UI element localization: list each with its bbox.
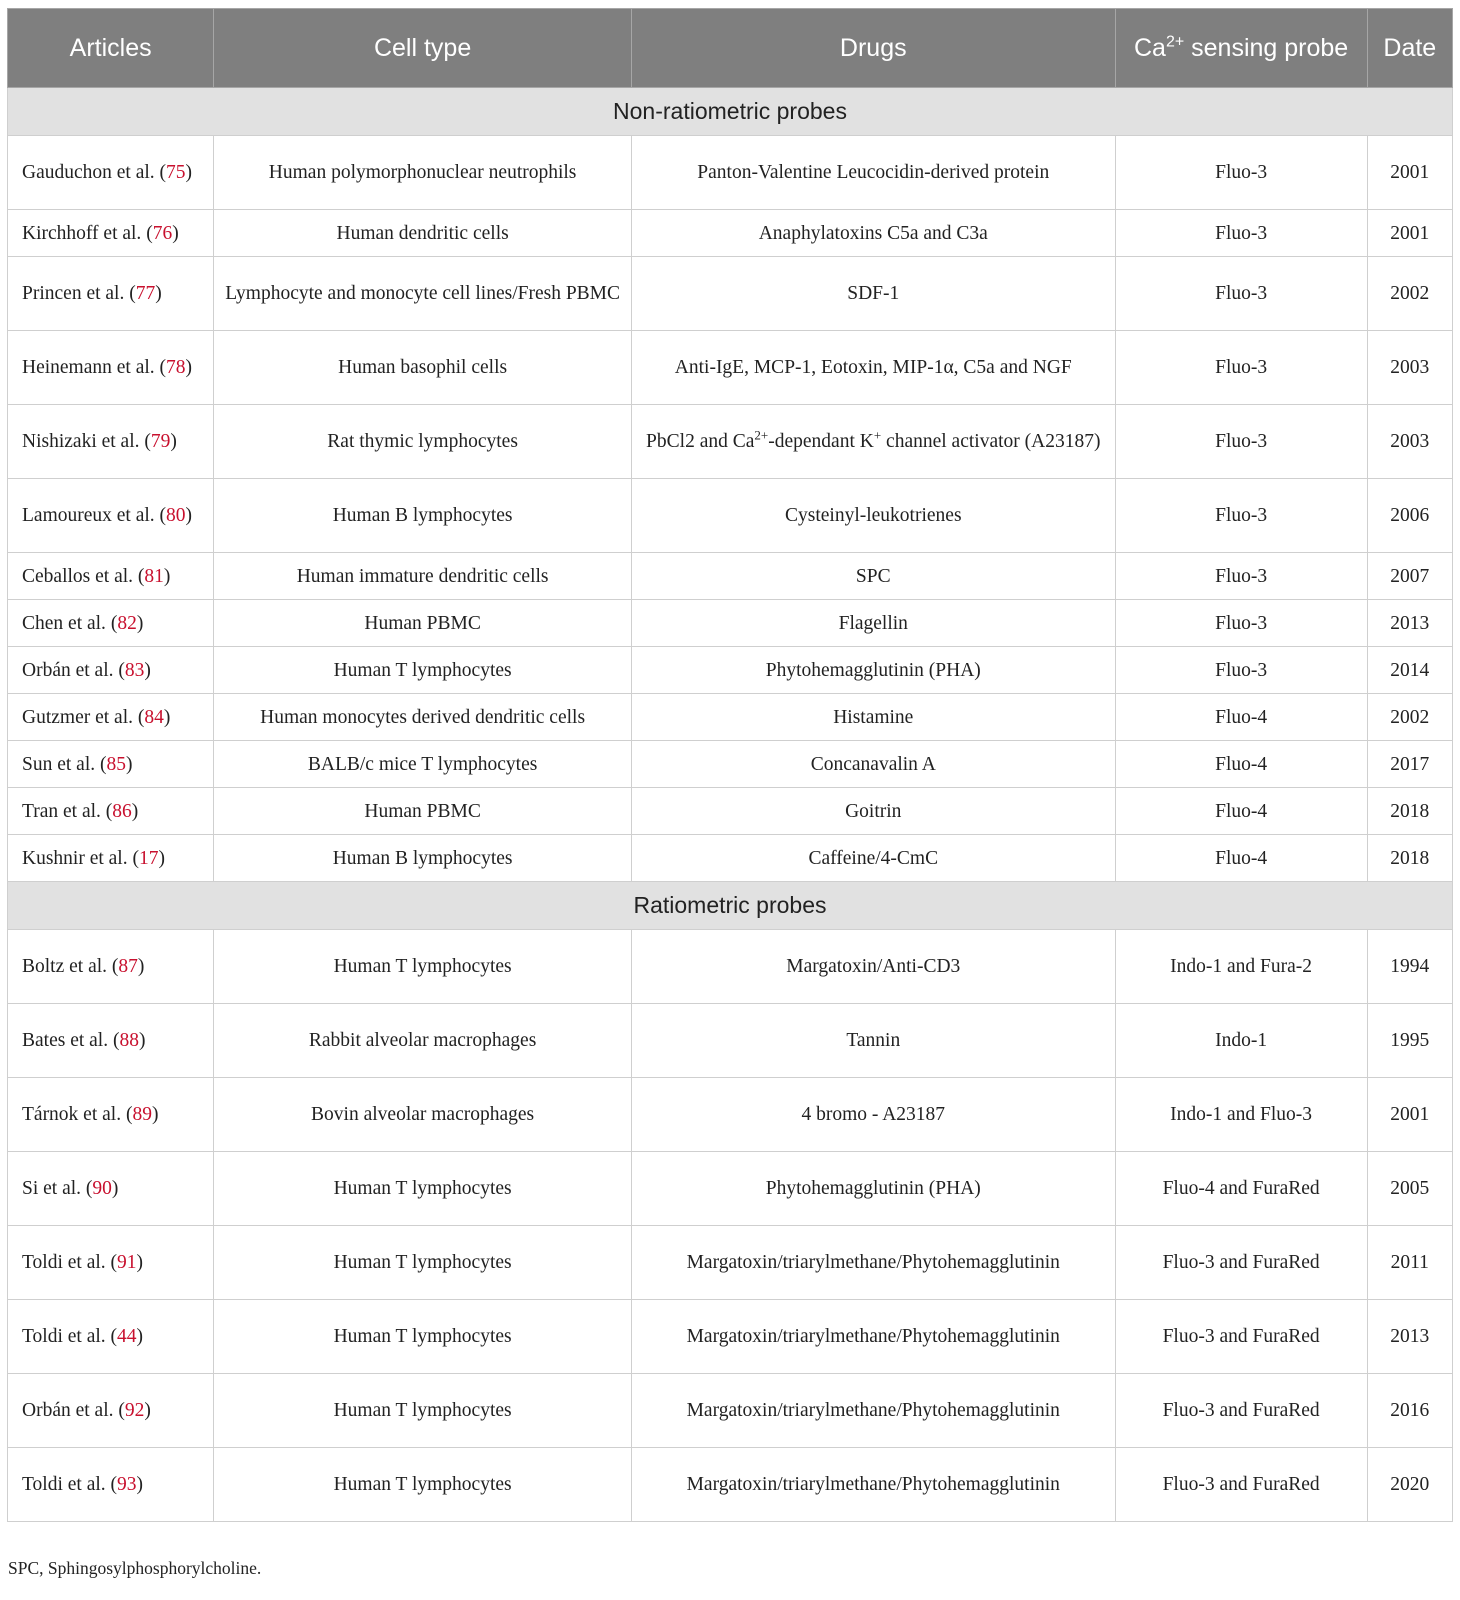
cell-type-cell: Rat thymic lymphocytes: [214, 405, 632, 479]
cell-type-cell: Lymphocyte and monocyte cell lines/Fresh PBMC: [214, 257, 632, 331]
probe-cell: Fluo-3: [1115, 553, 1367, 600]
drugs-cell: Phytohemagglutinin (PHA): [631, 1152, 1115, 1226]
drugs-cell: Phytohemagglutinin (PHA): [631, 647, 1115, 694]
table-row: [8, 1004, 1453, 1078]
table-row: [8, 1300, 1453, 1374]
reference-link[interactable]: 77: [135, 283, 156, 304]
article-author: Sun et al.: [22, 753, 96, 775]
cell-type-cell: Human B lymphocytes: [214, 479, 632, 553]
table-row: [8, 210, 1453, 257]
date-cell: 2003: [1367, 405, 1452, 479]
date-cell: 2018: [1367, 835, 1452, 882]
header-drugs: Drugs: [631, 9, 1115, 88]
reference-link[interactable]: 76: [152, 222, 173, 244]
header-probe-ca: Ca: [1133, 34, 1166, 62]
probe-cell: Fluo-3: [1115, 210, 1367, 257]
drugs-cell: Margatoxin/triarylmethane/Phytohemagglutinin: [631, 1226, 1115, 1300]
probe-cell: Fluo-3 and FuraRed: [1115, 1448, 1367, 1522]
date-cell: 2018: [1367, 788, 1452, 835]
cell-type-cell: Human monocytes derived dendritic cells: [214, 694, 632, 741]
cell-type-cell: Human T lymphocytes: [214, 1152, 632, 1226]
probe-cell: Fluo-3: [1115, 647, 1367, 694]
reference-link[interactable]: 91: [117, 1252, 137, 1273]
article-author: Heinemann et al.: [22, 357, 155, 378]
date-cell: 2005: [1367, 1152, 1452, 1226]
table-row: [8, 1078, 1453, 1152]
reference-link[interactable]: 82: [117, 612, 137, 634]
cell-type-cell: Human immature dendritic cells: [214, 553, 632, 600]
cell-type-cell: Human polymorphonuclear neutrophils: [214, 136, 632, 210]
cell-type-cell: Bovin alveolar macrophages: [214, 1078, 632, 1152]
date-cell: 2011: [1367, 1226, 1452, 1300]
article-author: Princen et al.: [22, 283, 125, 304]
header-probe-rest: sensing probe: [1184, 34, 1349, 62]
reference-link[interactable]: 92: [124, 1400, 145, 1421]
article-cell: Orbán et al. (83): [8, 647, 214, 694]
date-cell: 2020: [1367, 1448, 1452, 1522]
article-author: Ceballos et al.: [22, 565, 134, 587]
reference-link[interactable]: 88: [119, 1030, 139, 1051]
drugs-cell: Concanavalin A: [631, 741, 1115, 788]
article-author: Tárnok et al.: [22, 1104, 122, 1125]
drugs-cell: Tannin: [631, 1004, 1115, 1078]
drugs-cell: SPC: [631, 553, 1115, 600]
article-cell: Si et al. (90): [8, 1152, 214, 1226]
cell-type-cell: Human B lymphocytes: [214, 835, 632, 882]
table-row: [8, 694, 1453, 741]
probe-cell: Fluo-4: [1115, 788, 1367, 835]
drugs-cell: 4 bromo - A23187: [631, 1078, 1115, 1152]
header-date: Date: [1367, 9, 1452, 88]
probe-cell: Fluo-3 and FuraRed: [1115, 1226, 1367, 1300]
date-cell: 2003: [1367, 331, 1452, 405]
table-row: [8, 553, 1453, 600]
article-author: Boltz et al.: [22, 956, 108, 977]
section-row: [8, 88, 1453, 136]
table-row: [8, 479, 1453, 553]
drugs-cell: Cysteinyl-leukotrienes: [631, 479, 1115, 553]
drugs-cell: Margatoxin/triarylmethane/Phytohemagglutinin: [631, 1300, 1115, 1374]
article-cell: Gutzmer et al. (84): [8, 694, 214, 741]
article-author: Toldi et al.: [22, 1252, 106, 1273]
article-cell: Kirchhoff et al. (76): [8, 210, 214, 257]
probe-cell: Fluo-3: [1115, 405, 1367, 479]
header-articles: Articles: [8, 9, 214, 88]
article-author: Orbán et al.: [22, 1400, 114, 1421]
table-row: [8, 600, 1453, 647]
date-cell: 2002: [1367, 257, 1452, 331]
table-row: [8, 136, 1453, 210]
drugs-cell: Margatoxin/triarylmethane/Phytohemagglutinin: [631, 1448, 1115, 1522]
header-probe: [1115, 9, 1367, 88]
date-cell: 2013: [1367, 1300, 1452, 1374]
reference-link[interactable]: 75: [166, 162, 186, 183]
article-cell: Lamoureux et al. (80): [8, 479, 214, 553]
reference-link[interactable]: 83: [124, 659, 145, 681]
article-cell: Toldi et al. (91): [8, 1226, 214, 1300]
drugs-cell: SDF-1: [631, 257, 1115, 331]
article-author: Kirchhoff et al.: [22, 222, 142, 244]
table-row: [8, 930, 1453, 1004]
article-cell: Princen et al. (77): [8, 257, 214, 331]
date-cell: 2001: [1367, 210, 1452, 257]
reference-link[interactable]: 17: [138, 847, 159, 869]
drugs-cell: [631, 405, 1115, 479]
drugs-cell: Flagellin: [631, 600, 1115, 647]
header-cell-type: Cell type: [214, 9, 632, 88]
probe-cell: Fluo-3: [1115, 257, 1367, 331]
article-cell: Orbán et al. (92): [8, 1374, 214, 1448]
drugs-text: PbCl2 and Ca: [646, 431, 755, 452]
cell-type-cell: Human basophil cells: [214, 331, 632, 405]
reference-link[interactable]: 93: [117, 1474, 137, 1495]
reference-link[interactable]: 78: [166, 357, 186, 378]
article-cell: Toldi et al. (93): [8, 1448, 214, 1522]
date-cell: 2006: [1367, 479, 1452, 553]
drugs-cell: Panton-Valentine Leucocidin-derived protein: [631, 136, 1115, 210]
table-row: [8, 647, 1453, 694]
reference-link[interactable]: 85: [106, 753, 126, 775]
article-cell: Ceballos et al. (81): [8, 553, 214, 600]
article-author: Gauduchon et al.: [22, 162, 155, 183]
article-author: Orbán et al.: [22, 659, 114, 681]
article-cell: Boltz et al. (87): [8, 930, 214, 1004]
drugs-cell: Margatoxin/triarylmethane/Phytohemagglutinin: [631, 1374, 1115, 1448]
studies-table: [7, 8, 1453, 1522]
article-cell: Sun et al. (85): [8, 741, 214, 788]
article-cell: Kushnir et al. (17): [8, 835, 214, 882]
probe-cell: Fluo-4: [1115, 835, 1367, 882]
drugs-text: channel activator (A23187): [881, 431, 1101, 452]
reference-link[interactable]: 90: [92, 1178, 112, 1199]
section-row: [8, 882, 1453, 930]
probe-cell: Fluo-3 and FuraRed: [1115, 1374, 1367, 1448]
article-author: Tran et al.: [22, 800, 101, 822]
probe-cell: Fluo-3 and FuraRed: [1115, 1300, 1367, 1374]
article-author: Toldi et al.: [22, 1474, 106, 1495]
date-cell: 2014: [1367, 647, 1452, 694]
table-row: [8, 1448, 1453, 1522]
table-row: [8, 835, 1453, 882]
article-cell: Gauduchon et al. (75): [8, 136, 214, 210]
reference-link[interactable]: 81: [144, 565, 164, 587]
date-cell: 2002: [1367, 694, 1452, 741]
article-cell: Tran et al. (86): [8, 788, 214, 835]
probe-cell: Fluo-4: [1115, 741, 1367, 788]
article-author: Toldi et al.: [22, 1326, 106, 1347]
date-cell: 2013: [1367, 600, 1452, 647]
reference-link[interactable]: 87: [118, 956, 138, 977]
reference-link[interactable]: 80: [166, 505, 186, 526]
probe-cell: Fluo-4: [1115, 694, 1367, 741]
date-cell: 2007: [1367, 553, 1452, 600]
cell-type-cell: Human PBMC: [214, 600, 632, 647]
cell-type-cell: Human dendritic cells: [214, 210, 632, 257]
drugs-cell: Caffeine/4-CmC: [631, 835, 1115, 882]
drugs-cell: Margatoxin/Anti-CD3: [631, 930, 1115, 1004]
cell-type-cell: Human T lymphocytes: [214, 930, 632, 1004]
article-author: Si et al.: [22, 1178, 82, 1199]
section-title: Non-ratiometric probes: [8, 88, 1453, 136]
article-cell: Toldi et al. (44): [8, 1300, 214, 1374]
date-cell: 2017: [1367, 741, 1452, 788]
cell-type-cell: Human T lymphocytes: [214, 1226, 632, 1300]
article-cell: Tárnok et al. (89): [8, 1078, 214, 1152]
reference-link[interactable]: 86: [112, 800, 132, 822]
probe-cell: Fluo-3: [1115, 479, 1367, 553]
article-author: Kushnir et al.: [22, 847, 128, 869]
table-row: [8, 331, 1453, 405]
drugs-superscript: 2+: [754, 427, 769, 443]
table-body: [8, 88, 1453, 1522]
probe-cell: Fluo-4 and FuraRed: [1115, 1152, 1367, 1226]
drugs-cell: Anaphylatoxins C5a and C3a: [631, 210, 1115, 257]
cell-type-cell: Human T lymphocytes: [214, 1448, 632, 1522]
table-row: [8, 405, 1453, 479]
probe-cell: Indo-1 and Fluo-3: [1115, 1078, 1367, 1152]
probe-cell: Indo-1: [1115, 1004, 1367, 1078]
table-row: [8, 1374, 1453, 1448]
date-cell: 2001: [1367, 136, 1452, 210]
reference-link[interactable]: 84: [144, 706, 164, 728]
date-cell: 1995: [1367, 1004, 1452, 1078]
header-row: [8, 9, 1453, 88]
article-author: Chen et al.: [22, 612, 106, 634]
article-cell: Nishizaki et al. (79): [8, 405, 214, 479]
probe-cell: Fluo-3: [1115, 136, 1367, 210]
article-cell: Chen et al. (82): [8, 600, 214, 647]
drugs-cell: Goitrin: [631, 788, 1115, 835]
article-author: Gutzmer et al.: [22, 706, 133, 728]
table-row: [8, 788, 1453, 835]
table-row: [8, 741, 1453, 788]
article-cell: Heinemann et al. (78): [8, 331, 214, 405]
cell-type-cell: Human T lymphocytes: [214, 1300, 632, 1374]
cell-type-cell: Rabbit alveolar macrophages: [214, 1004, 632, 1078]
header-probe-charge: 2+: [1165, 33, 1185, 51]
cell-type-cell: BALB/c mice T lymphocytes: [214, 741, 632, 788]
probe-cell: Fluo-3: [1115, 331, 1367, 405]
article-author: Nishizaki et al.: [22, 431, 140, 452]
cell-type-cell: Human T lymphocytes: [214, 647, 632, 694]
date-cell: 2016: [1367, 1374, 1452, 1448]
table-row: [8, 257, 1453, 331]
date-cell: 1994: [1367, 930, 1452, 1004]
cell-type-cell: Human T lymphocytes: [214, 1374, 632, 1448]
drugs-cell: Histamine: [631, 694, 1115, 741]
date-cell: 2001: [1367, 1078, 1452, 1152]
section-title: Ratiometric probes: [8, 882, 1453, 930]
reference-link[interactable]: 79: [150, 431, 171, 452]
article-author: Bates et al.: [22, 1030, 109, 1051]
table-row: [8, 1226, 1453, 1300]
probe-cell: Fluo-3: [1115, 600, 1367, 647]
cell-type-cell: Human PBMC: [214, 788, 632, 835]
article-cell: Bates et al. (88): [8, 1004, 214, 1078]
drugs-cell: Anti-IgE, MCP-1, Eotoxin, MIP-1α, C5a and NGF: [631, 331, 1115, 405]
reference-link[interactable]: 44: [117, 1326, 137, 1347]
footnote: SPC, Sphingosylphosphorylcholine.: [8, 1558, 262, 1578]
reference-link[interactable]: 89: [132, 1104, 152, 1125]
probe-cell: Indo-1 and Fura-2: [1115, 930, 1367, 1004]
drugs-text: -dependant K: [768, 431, 874, 452]
drugs-superscript: +: [873, 427, 882, 443]
article-author: Lamoureux et al.: [22, 505, 155, 526]
table-row: [8, 1152, 1453, 1226]
